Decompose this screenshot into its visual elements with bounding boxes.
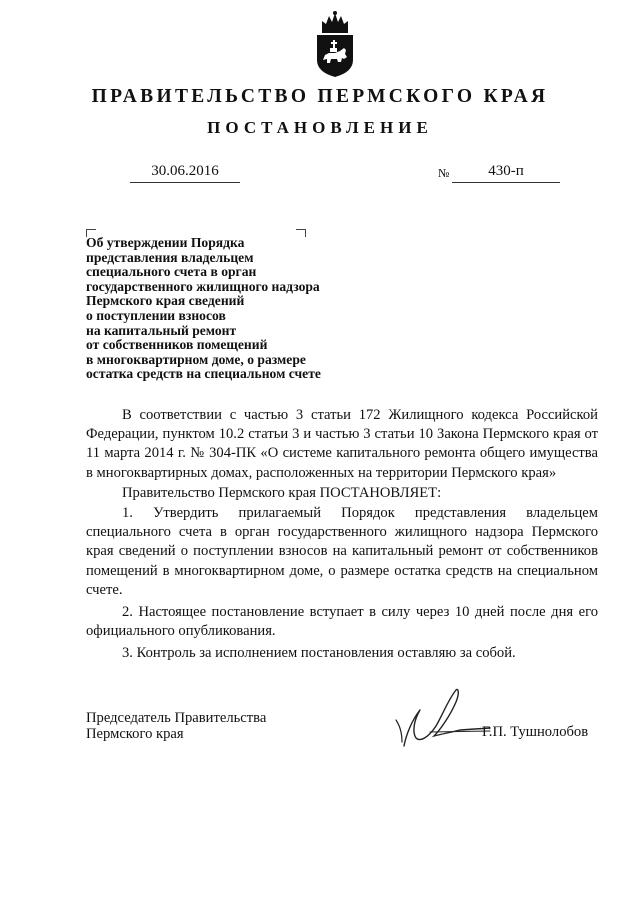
- preamble-paragraph: В соответствии с частью 3 статьи 172 Жилищного кодекса Российской Федерации, пунктом 10.2 статьи 3 и частью 3 статьи 10 Закона Пермского края от 11 марта 2014 г. № 304-ПК «О системе капитального ремонта общего имущества в многоквартирных домах, расположенных на территории Пермского края»: [86, 407, 598, 481]
- document-date: 30.06.2016: [130, 163, 240, 183]
- subject-line: о поступлении взносов: [86, 307, 226, 323]
- government-title: ПРАВИТЕЛЬСТВО ПЕРМСКОГО КРАЯ: [91, 86, 549, 107]
- subject-line: представления владельцем: [86, 249, 254, 265]
- subject-line: Пермского края сведений: [86, 293, 245, 309]
- subject-line: специального счета в орган: [86, 264, 257, 280]
- subject-line: на капитальный ремонт: [86, 322, 237, 338]
- signatory-name: Г.П. Тушнолобов: [482, 724, 589, 740]
- document-body: [86, 406, 598, 664]
- subject-line: государственного жилищного надзора: [86, 278, 320, 294]
- signatory-position: [86, 710, 266, 742]
- number-sign: №: [438, 166, 450, 180]
- clause-2-paragraph: 2. Настоящее постановление вступает в силу через 10 дней после дня его официального опубликования.: [86, 604, 598, 640]
- subject-line: Об утверждении Порядка: [86, 235, 245, 250]
- clause-3-paragraph: 3. Контроль за исполнением постановления оставляю за собой.: [122, 645, 516, 662]
- position-line: Пермского края: [86, 726, 184, 742]
- resolution-paragraph: Правительство Пермского края ПОСТАНОВЛЯЕТ:: [122, 484, 442, 501]
- coat-of-arms-icon: [313, 10, 357, 78]
- position-line: Председатель Правительства: [86, 710, 267, 726]
- document-number: 430-п: [452, 163, 560, 183]
- subject-line: в многоквартирном доме, о размере: [86, 351, 306, 367]
- subject-line: остатка средств на специальном счете: [86, 366, 321, 382]
- subject-line: от собственников помещений: [86, 337, 268, 353]
- clause-1-paragraph: 1. Утвердить прилагаемый Порядок представления владельцем специального счета в орган государственного жилищного надзора Пермского края сведений о поступлении взносов на капитальный ремонт от собственников помещений в многоквартирном доме, о размере остатка средств на специальном счете.: [86, 505, 598, 598]
- document-subject: [86, 236, 356, 382]
- document-type: ПОСТАНОВЛЕНИЕ: [207, 118, 433, 137]
